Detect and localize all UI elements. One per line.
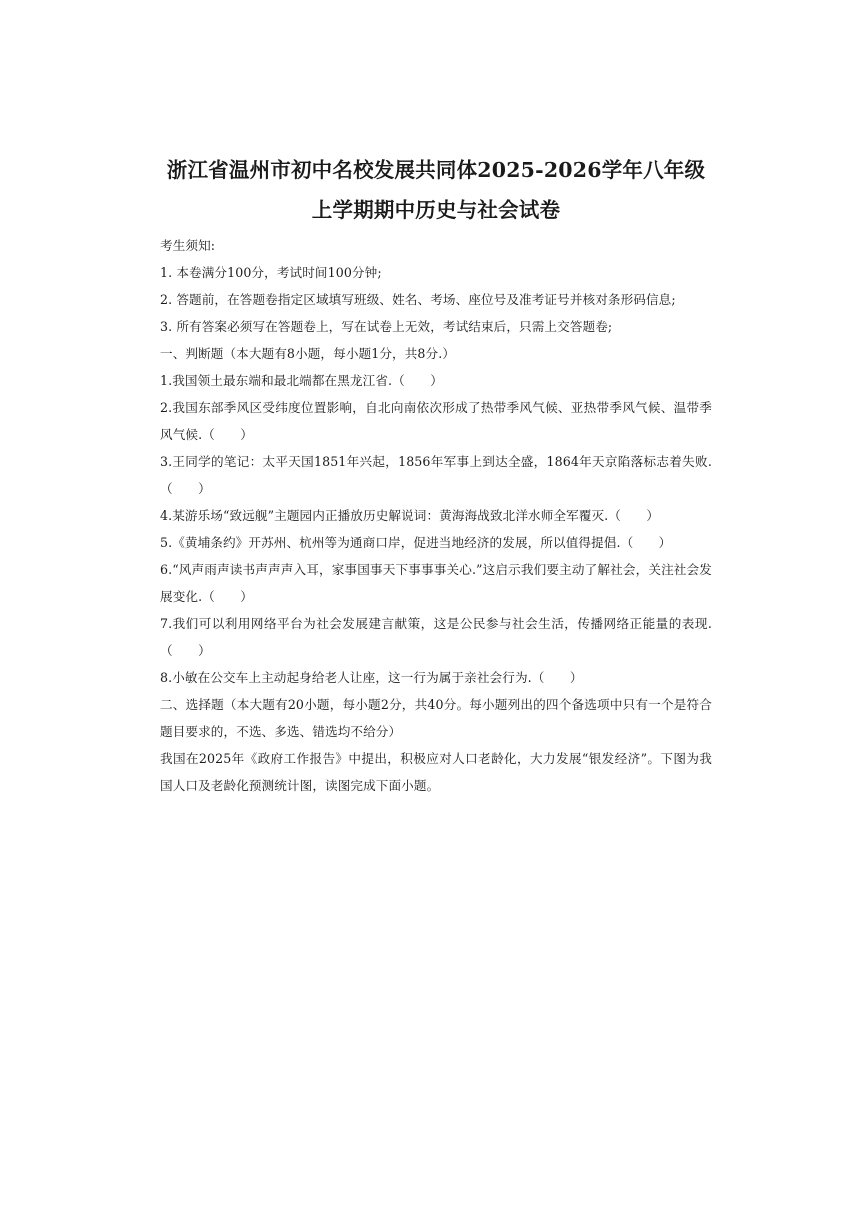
question-7: 7.我们可以利用网络平台为社会发展建言献策，这是公民参与社会生活，传播网络正能量的表现.（ ）	[160, 616, 712, 658]
section2-heading: 二、选择题（本大题有20小题，每小题2分，共40分。每小题列出的四个备选项中只有一个是符合题目要求的，不选、多选、错选均不给分）	[160, 697, 712, 739]
question-stem: 我国在2025年《政府工作报告》中提出，积极应对人口老龄化，大力发展“银发经济”。下图为我国人口及老龄化预测统计图，读图完成下面小题。	[160, 751, 712, 793]
question-3: 3.王同学的笔记：太平天国1851年兴起，1856年军事上到达全盛，1864年天京陷落标志着失败.（ ）	[160, 454, 712, 496]
exam-title-line2: 上学期期中历史与社会试卷	[311, 198, 561, 222]
question-5: 5.《黄埔条约》开苏州、杭州等为通商口岸，促进当地经济的发展，所以值得提倡.（ ）	[160, 535, 672, 550]
question-1: 1.我国领土最东端和最北端都在黑龙江省.（ ）	[160, 373, 443, 388]
notice-item-1: 1. 本卷满分100分，考试时间100分钟;	[160, 265, 382, 280]
notice-heading: 考生须知:	[160, 238, 216, 253]
question-2: 2.我国东部季风区受纬度位置影响，自北向南依次形成了热带季风气候、亚热带季风气候、温带季风气候.（ ）	[160, 400, 712, 442]
section1-heading: 一、判断题（本大题有8小题，每小题1分，共8分.）	[160, 346, 456, 361]
exam-title-line1: 浙江省温州市初中名校发展共同体2025-2026学年八年级	[166, 158, 706, 182]
notice-item-2: 2. 答题前，在答题卷指定区域填写班级、姓名、考场、座位号及准考证号并核对条形码信息;	[160, 292, 676, 307]
exam-page	[160, 150, 712, 799]
question-4: 4.某游乐场“致远舰”主题园内正播放历史解说词：黄海海战致北洋水师全军覆灭.（ ）	[160, 508, 660, 523]
question-8: 8.小敏在公交车上主动起身给老人让座，这一行为属于亲社会行为.（ ）	[160, 670, 583, 685]
question-6: 6.“风声雨声读书声声声入耳，家事国事天下事事事关心.”这启示我们要主动了解社会，关注社会发展变化.（ ）	[160, 562, 712, 604]
notice-item-3: 3. 所有答案必须写在答题卷上，写在试卷上无效，考试结束后，只需上交答题卷;	[160, 319, 613, 334]
